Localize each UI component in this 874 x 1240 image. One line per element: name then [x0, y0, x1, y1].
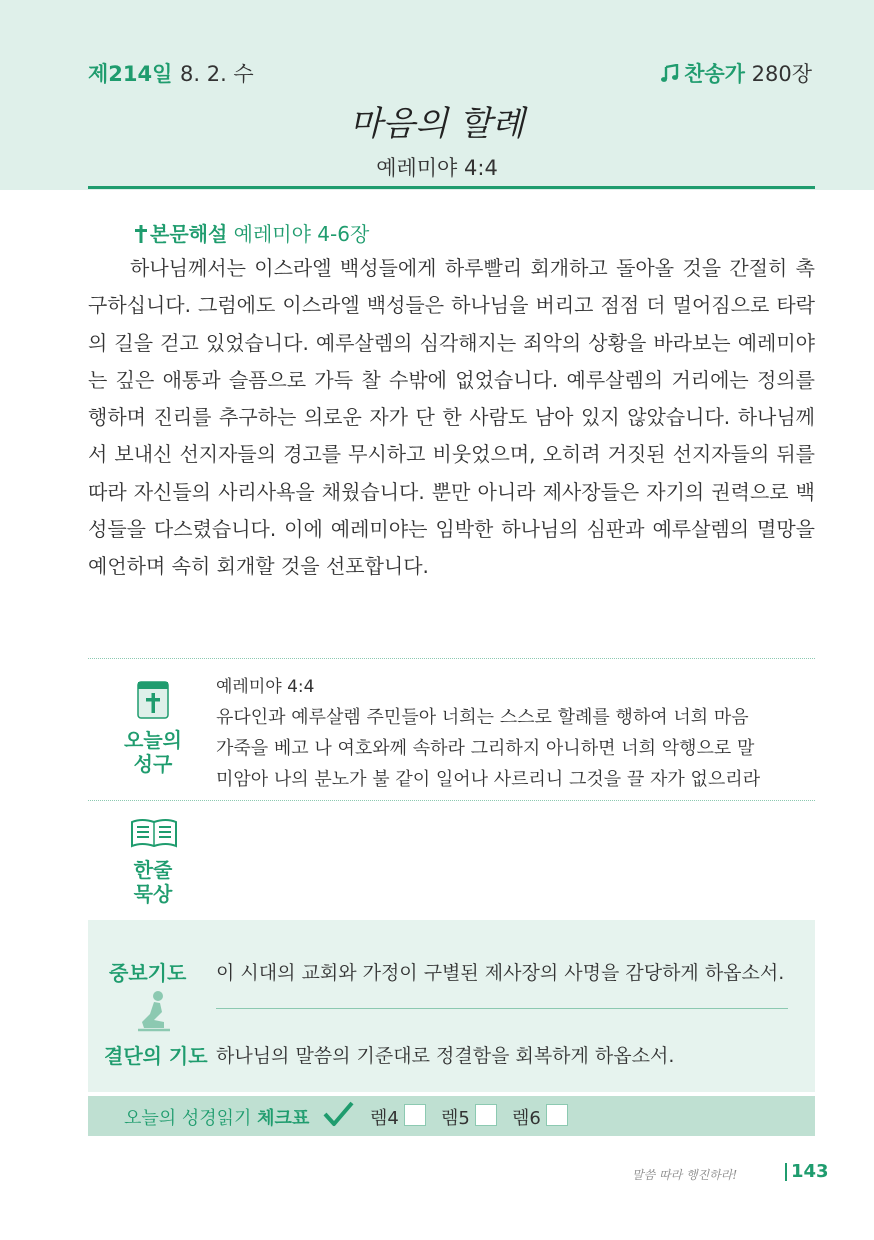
- commentary-label: 본문해설: [150, 222, 228, 246]
- checkbox-rem6[interactable]: [546, 1104, 568, 1126]
- hymn-label: 찬송가: [684, 62, 745, 86]
- hymn-number: 280장: [751, 62, 812, 86]
- verse-line: 유다인과 예루살렘 주민들아 너희는 스스로 할례를 행하여 너희 마음: [216, 707, 749, 728]
- resolution-label: 결단의 기도: [104, 1044, 208, 1068]
- commentary-line: 성들을 다스렸습니다. 이에 예레미야는 임박한 하나님의 심판과 예루살렘의 멸망을: [88, 517, 815, 542]
- resolution-text: 하나님의 말씀의 기준대로 정결함을 회복하게 하옵소서.: [216, 1045, 675, 1067]
- prayer-divider: [216, 1008, 788, 1009]
- intercession-text: 이 시대의 교회와 가정이 구별된 제사장의 사명을 감당하게 하옵소서.: [216, 962, 785, 984]
- checkmark-icon: [322, 1100, 354, 1128]
- commentary-line: 는 깊은 애통과 슬픔으로 가득 찰 수밖에 없었습니다. 예루살렘의 거리에는 정의를: [88, 367, 815, 392]
- praying-figure-icon: [134, 990, 174, 1032]
- commentary-line: 예언하며 속히 회개할 것을 선포합니다.: [88, 554, 429, 579]
- commentary-line: 따라 자신들의 사리사욕을 채웠습니다. 뿐만 아니라 제사장들은 자기의 권력으로 백: [88, 479, 815, 504]
- commentary-line: 행하며 진리를 추구하는 의로운 자가 단 한 사람도 남아 있지 않았습니다. 하나님께: [88, 405, 815, 430]
- section-divider: [88, 800, 815, 801]
- header-rule: [88, 186, 815, 189]
- meditation-section-label: 한줄 묵상: [133, 858, 173, 906]
- scripture-reference: 예레미야 4:4: [376, 156, 498, 180]
- intercession-label: 중보기도: [109, 961, 187, 985]
- music-note-icon: [660, 64, 680, 84]
- page-number: 143: [791, 1161, 829, 1182]
- commentary-line: 구하십니다. 그럼에도 이스라엘 백성들은 하나님을 버리고 점점 더 멀어짐으로 타락: [88, 293, 815, 318]
- checkbox-rem5[interactable]: [475, 1104, 497, 1126]
- checkbox-rem4[interactable]: [404, 1104, 426, 1126]
- open-book-icon: [128, 816, 180, 852]
- cross-icon: [134, 224, 148, 244]
- day-number: 제214일: [88, 62, 173, 86]
- checklist-item-label: 렘4: [370, 1108, 399, 1129]
- checklist-item-label: 렘5: [441, 1108, 470, 1129]
- section-divider: [88, 658, 815, 659]
- commentary-ref: 예레미야 4-6장: [233, 222, 370, 246]
- verse-section-label: 오늘의 성구: [124, 728, 182, 776]
- verse-text: [216, 702, 796, 795]
- hymn-reference: [660, 58, 812, 88]
- checklist-item-label: 렘6: [512, 1108, 541, 1129]
- page-title: 마음의 할례: [349, 104, 525, 144]
- checklist-label: 오늘의 성경읽기 체크표: [124, 1108, 310, 1129]
- footer-motto: 말씀 따라 행진하라!: [632, 1168, 738, 1182]
- commentary-line: 의 길을 걷고 있었습니다. 예루살렘의 심각해지는 죄악의 상황을 바라보는 예레미야: [88, 330, 815, 355]
- footer-divider: [785, 1163, 787, 1181]
- verse-ref: 예레미야 4:4: [216, 677, 315, 697]
- commentary-heading: [134, 218, 369, 247]
- bible-cross-icon: [136, 680, 170, 720]
- commentary-line: 하나님께서는 이스라엘 백성들에게 하루빨리 회개하고 돌아올 것을 간절히 촉: [130, 256, 815, 280]
- commentary-line: 서 보내신 선지자들의 경고를 무시하고 비웃었으며, 오히려 거짓된 선지자들의 뒤를: [88, 442, 815, 467]
- verse-line: 가죽을 베고 나 여호와께 속하라 그리하지 아니하면 너희 악행으로 말: [216, 738, 755, 759]
- verse-line: 미암아 나의 분노가 불 같이 일어나 사르리니 그것을 끌 자가 없으리라: [216, 769, 761, 790]
- commentary-body: [88, 250, 815, 586]
- date-label: 8. 2. 수: [180, 62, 254, 86]
